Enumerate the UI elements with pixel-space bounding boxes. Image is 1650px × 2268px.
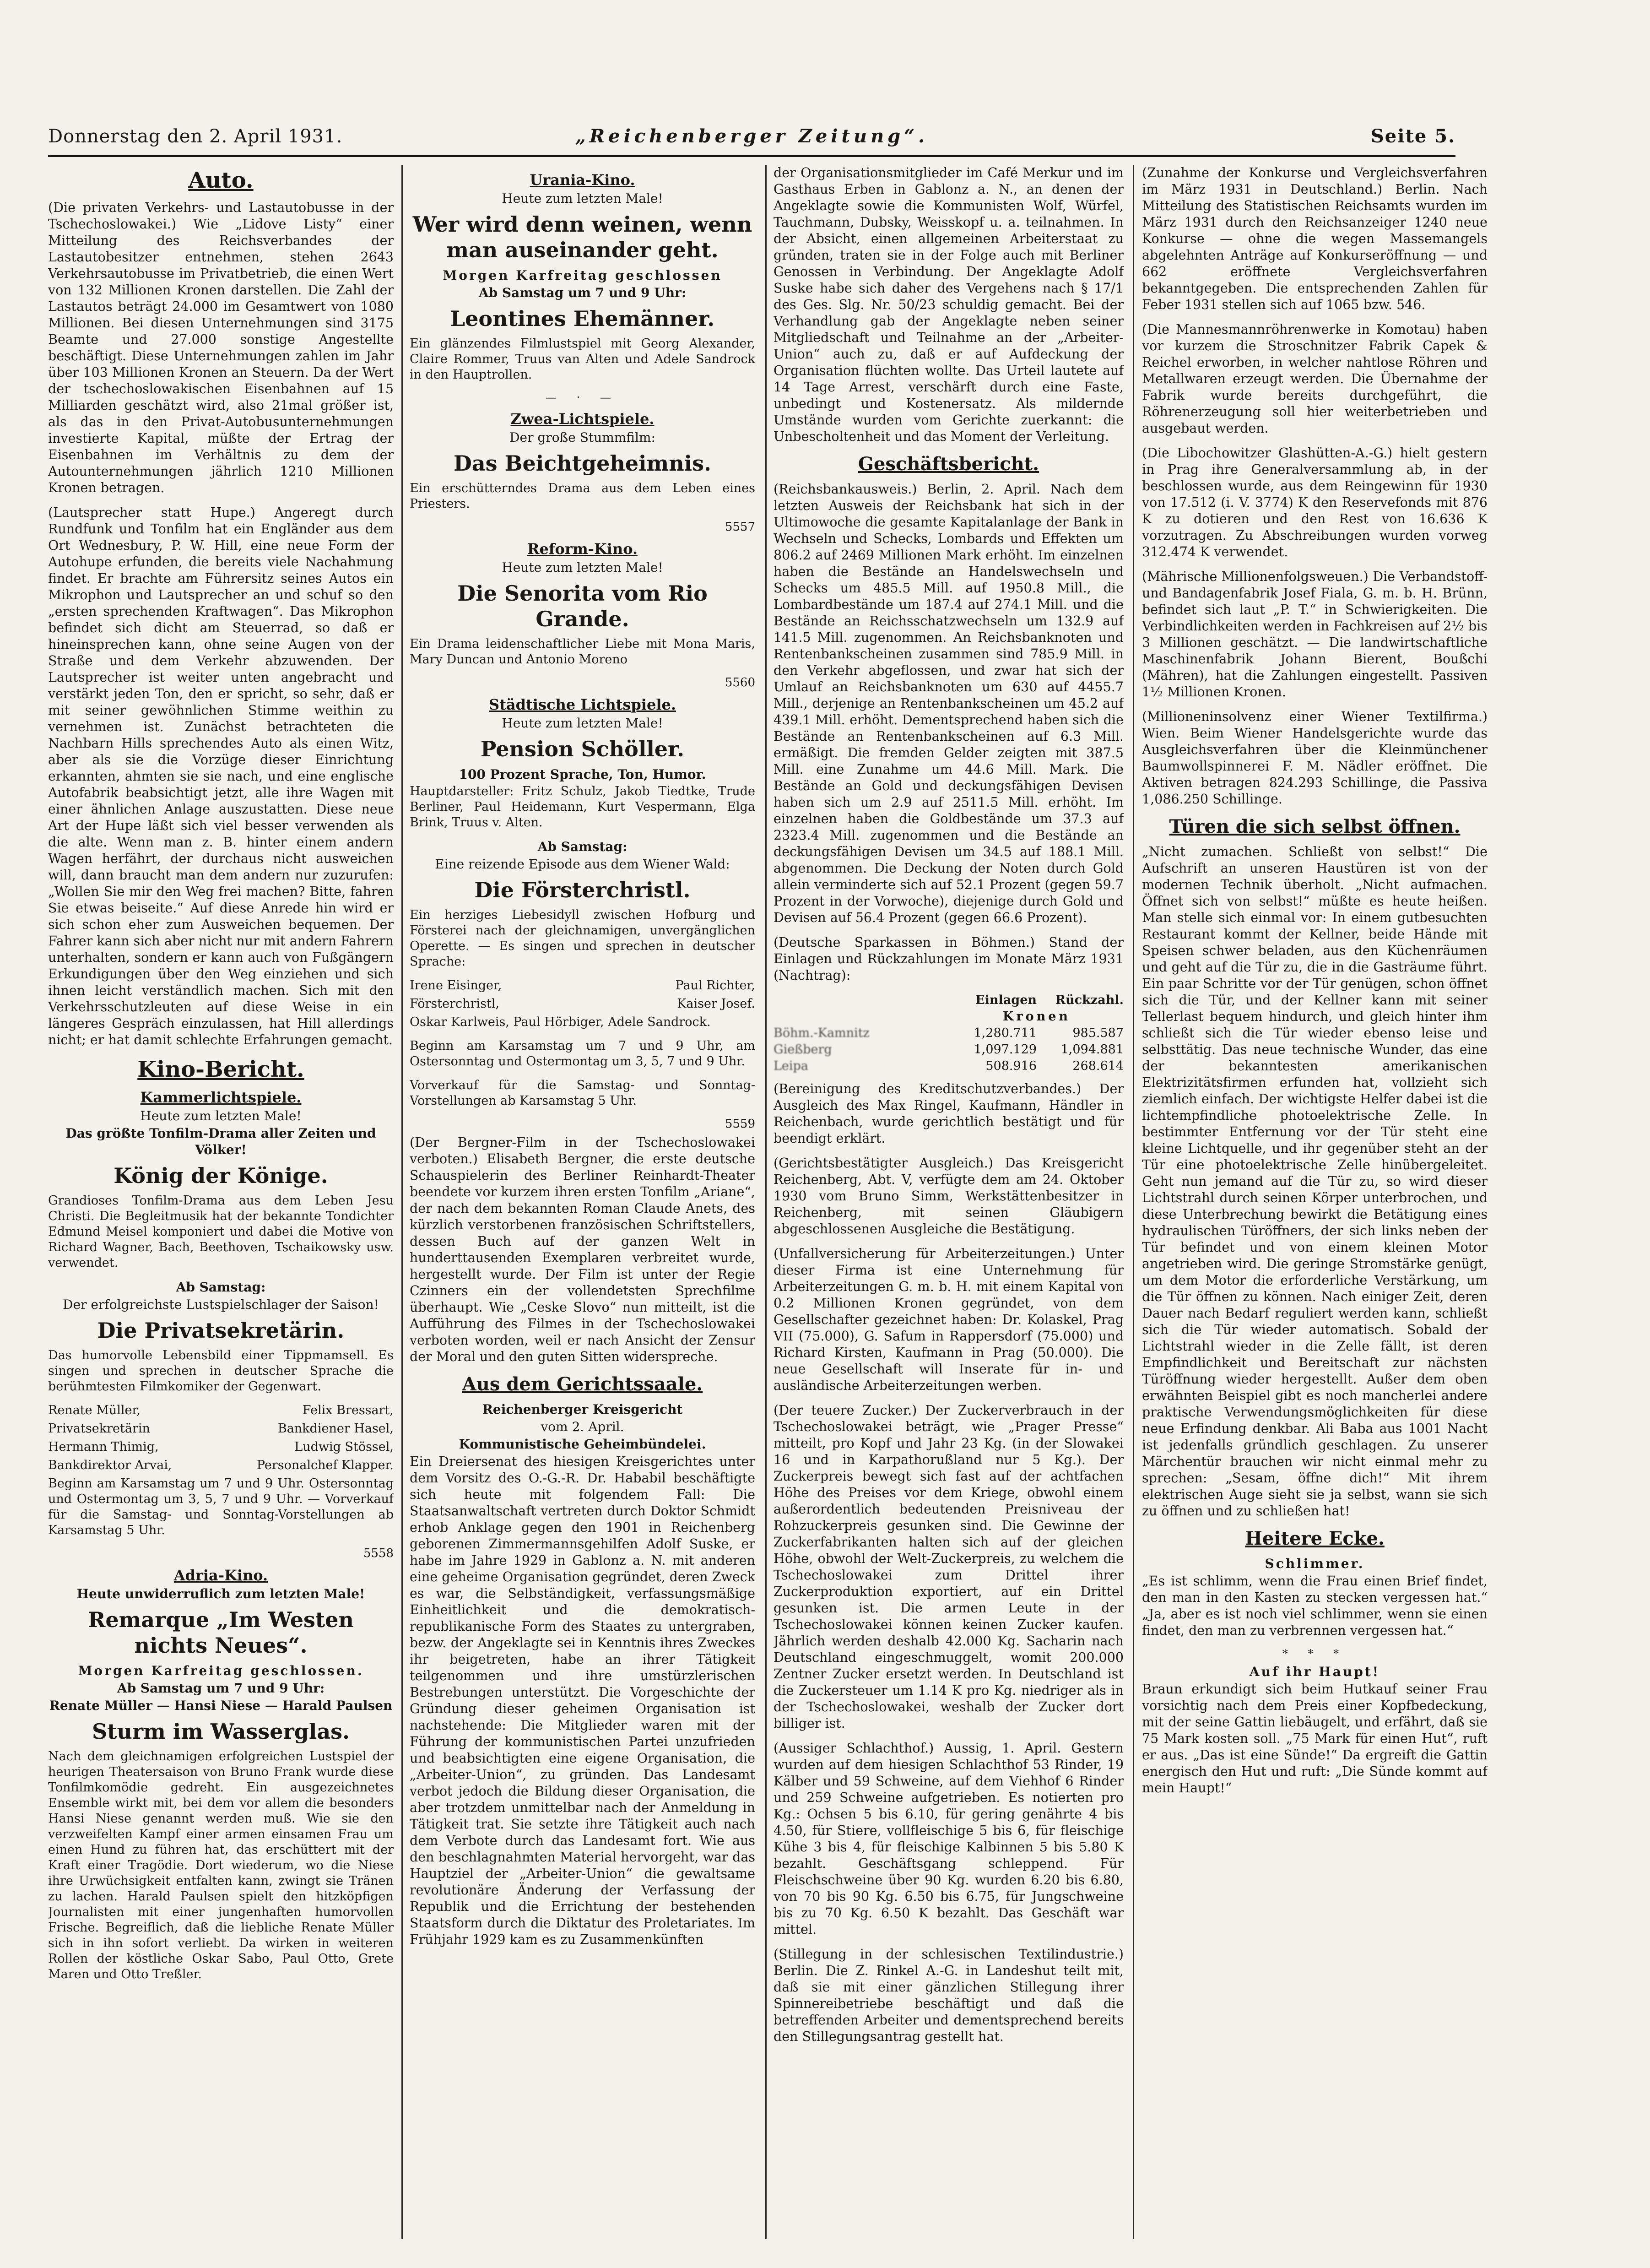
section-heading-tueren: Türen die sich selbst öffnen. (1169, 816, 1461, 837)
notice-line: Heute unwiderruflich zum letzten Male! (76, 1586, 365, 1601)
cast-more: Oskar Karlweis, Paul Hörbiger, Adele Sandrock. (410, 1015, 711, 1029)
article-geheimbuendelei: Ein Dreiersenat des hiesigen Kreisgerichtes unter dem Vorsitz des O.-G.-R. Dr. Hababil beschäftigte sich heute mit folgendem Fall: Die Staatsanwaltschaft vertreten durch Doktor Schmidt erhob Anklage gegen den 1901 in Reichenberg geborenen Zimmermannsgehilfen Adolf Suske, er habe im Jahre 1929 in Gablonz a. N. mit anderen eine geheime Organisation gegründet, deren Zweck es war, die Selbständigkeit, verfassungsmäßige Einheitlichkeit und die demokratisch-republikanische Form des Staates zu untergraben, bezw. der Angeklagte sei in Kenntnis ihres Zweckes ihr beigetreten, habe an ihrer Tätigkeit teilgenommen und ihre umstürzlerischen Bestrebungen unterstützt. Die Vorgeschichte der Gründung dieser geheimen Organisation ist nachstehende: Die Mitglieder waren mit der Führung der kommunistischen Partei unzufrieden und beabsichtigten eine eigene Organisation, die „Arbeiter-Union“, zu gründen. Das Landesamt verbot jedoch die Bildung dieser Organisation, die aber trotzdem unmittelbar nach der Anmeldung in Tätigkeit trat. Sie setzte ihre Tätigkeit auch nach dem Verbote durch das Landesamt fort. Wie aus den beschlagnahmten Material hervorgeht, war das Hauptziel der „Arbeiter-Union“ die gewaltsame revolutionäre Änderung der Verfassung der Republik und die Errichtung der bestehenden Staatsform durch die Diktatur des Proletariates. Im Frühjahr 1929 kam es zu Zusammenkünften (410, 1454, 755, 1947)
article-sparkassen: (Deutsche Sparkassen in Böhmen.) Stand der Einlagen und Rückzahlungen im Monate März 1931 (Nachtrag): (774, 935, 1124, 983)
film-title: Sturm im Wasserglas. (92, 1719, 350, 1744)
notice-line: Ab Samstag: (176, 1280, 266, 1295)
film-title: Wer wird denn weinen, wenn man auseinander geht. (412, 212, 752, 262)
article-textilindustrie: (Stillegung in der schlesischen Textilindustrie.) Berlin. Die Z. Rinkel A.-G. in Landeshut teilt mit, daß sie mit einer gänzlichen Stillegung ihrer Spinnereibetriebe beschäftigt und daß die betreffenden Arbeiter und dementsprechend bereits den Stillegungsantrag gestellt hat. (774, 1947, 1124, 2044)
film-description: Ein erschütterndes Drama aus dem Leben eines Priesters. (410, 481, 755, 511)
table-cell: 1,280.711 (974, 1026, 1037, 1040)
sparkassen-table (774, 992, 1124, 1074)
film-title: Die Senorita vom Rio Grande. (457, 581, 708, 631)
table-row (774, 1042, 1124, 1058)
theater-name: Urania-Kino. (530, 171, 635, 189)
cast-role: Kaiser Josef. (677, 997, 755, 1011)
film-title: Das Beichtgeheimnis. (453, 451, 712, 476)
table-cell: 1,097.129 (974, 1042, 1037, 1057)
cast-row (410, 978, 755, 993)
cast-row (48, 1421, 394, 1437)
article-lautsprecher: (Lautsprecher statt Hupe.) Angeregt durch Rundfunk und Tonfilm hat ein Engländer aus dem Ort Wednesbury, P. W. Hill, eine neue Form der Autohupe erfunden, die bereits viele Nachahmung findet. Er brachte am Führersitz seines Autos ein Mikrophon und Lautsprecher an und schuf so den „ersten sprechenden Kraftwagen“. Das Mikrophon befindet sich dicht am Steuerrad, so daß er hineinsprechen kann, ohne seine Augen von der Straße und dem Verkehr abzuwenden. Der Lautsprecher ist weiter unten angebracht und verstärkt jeden Ton, den er spricht, so sehr, daß er mit seiner gewöhnlichen Stimme weithin zu vernehmen ist. Zunächst betrachteten die Nachbarn Hills sprechendes Auto als einen Witz, aber als sie die Vorzüge dieser Einrichtung erkannten, ahmten sie sie nach, und eine englische Autofabrik beabsichtigt jetzt, alle ihre Wagen mit einer ähnlichen Anlage auszustatten. Diese neue Art der Hupe läßt sich viel besser verwenden als die alte. Wenn man z. B. hinter einem andern Wagen herfährt, der durchaus nicht ausweichen will, dann braucht man dem andern nur zuzurufen: „Wollen Sie mir den Weg frei machen? Bitte, fahren Sie etwas beiseite.“ Auf diese Anrede hin wird er sich schon eher zum Ausweichen bequemen. Der Fahrer kann sich aber nicht nur mit andern Fahrern unterhalten, sondern er kann auch von Fußgängern Erkundigungen über den Weg einziehen und sich ihnen leicht verständlich machen. Sich mit den Verkehrsschutzleuten auf diese Weise in ein längeres Gespräch einzulassen, hat Hill allerdings nicht; er hat damit schlechte Erfahrungen gemacht. (48, 505, 394, 1047)
table-cell: 985.587 (1072, 1026, 1124, 1040)
theater-name: Zwea-Lichtspiele. (510, 410, 655, 428)
cast-name: Paul Richter, (675, 978, 755, 993)
court-name: Reichenberger Kreisgericht (482, 1402, 683, 1417)
separator: * * * (1282, 1647, 1347, 1660)
film-title: Remarque „Im Westen nichts Neues“. (88, 1607, 354, 1658)
notice-line: Heute zum letzten Male! (502, 560, 663, 575)
film-description: Das humorvolle Lebensbild einer Tippmamsell. Es singen und sprechen in deutscher Sprache die berühmtesten Filmkomiker der Gegenwart. (48, 1348, 394, 1394)
table-cell: 508.916 (985, 1059, 1037, 1073)
notice-line: Heute zum letzten Male! (502, 191, 663, 206)
notice-line: Der erfolgreichste Lustspielschlager der Saison! (63, 1297, 379, 1312)
joke-title: Schlimmer. (1265, 1556, 1365, 1571)
table-header (774, 992, 1124, 1009)
table-cell: Einlagen (975, 993, 1037, 1007)
page-number: Seite 5. (1370, 125, 1455, 147)
section-heading-heitere-ecke: Heitere Ecke. (1245, 1528, 1385, 1549)
masthead (48, 123, 1455, 157)
article-continuation: der Organisationsmitglieder im Café Merkur und im Gasthaus Erben in Gablonz a. N., an denen der Angeklagte sowie die Kommunisten Wolf, Würfel, Tauchmann, Dubsky, Weisskopf u. a. teilnahmen. In der Absicht, einen allgemeinen Arbeiterstaat zu gründen, traten sie in der Folge auch mit Berliner Genossen in Verbindung. Der Angeklagte Adolf Suske habe sich daher des Vergehens nach § 17/1 des Ges. Slg. Nr. 50/23 schuldig gemacht. Bei der Verhandlung gab der Angeklagte neben seiner Mitgliedschaft und Teilnahme an der „Arbeiter-Union“ auch zu, daß er auf Aufdeckung der Organisation flüchten wollte. Das Urteil lautete auf 14 Tage Arrest, verschärft durch eine Faste, unbedingt und Kostenersatz. Als mildernde Umstände wurden vom Gerichte zuerkannt: die Unbescholtenheit und das Moment der Verleitung. (774, 165, 1124, 444)
cast-row (48, 1439, 394, 1455)
table-cell: 268.614 (1072, 1059, 1124, 1073)
table-cell: 1,094.881 (1060, 1042, 1124, 1057)
cast-name: Renate Müller, (48, 1403, 141, 1417)
notice-line: Ab Samstag um 7 und 9 Uhr: (478, 285, 687, 300)
film-title: Pension Schöller. (480, 737, 685, 761)
table-cell: Rückzahl. (1055, 993, 1124, 1007)
film-description: Hauptdarsteller: Fritz Schulz, Jakob Tiedtke, Trude Berliner, Paul Heidemann, Kurt Vespermann, Elga Brink, Truus v. Alten. (410, 784, 755, 830)
cast-row (48, 1403, 394, 1418)
cast-role: Privatsekretärin (48, 1422, 150, 1436)
article-bergner: (Der Bergner-Film in der Tschechoslowakei verboten.) Elisabeth Bergner, die erste deutsche Schauspielerin des Berliner Reinhardt-Theater beendete vor kurzem ihren ersten Tonfilm „Ariane“, der nach dem bekannten Roman Claude Anets, des kürzlich verstorbenen französischen Schriftstellers, dessen Buch auf der ganzen Welt in hunderttausenden Exemplaren verbreitet wurde, hergestellt wurde. Der Film ist unter der Regie Czinners ein der vollendetsten Sprechfilme überhaupt. Wie „Ceske Slovo“ nun mitteilt, ist die Aufführung des Filmes in der Tschechoslowakei verboten worden, weil er nach Ansicht der Zensur der Moral und den guten Sitten widerspreche. (410, 1135, 755, 1364)
article-fiala: (Mährische Millionenfolgsweuen.) Die Verbandstoff- und Bandagenfabrik Josef Fiala, G. m. b. H. Brünn, befindet sich laut „P. T.“ in Schwierigkeiten. Die Verbindlichkeiten werden in Fachkreisen auf 2½ bis 3 Millionen geschätzt. — Die landwirtschaftliche Maschinenfabrik Johann Bierent, Boußchi (Mähren), hat die Zahlungen eingestellt. Passiven 1½ Millionen Kronen. (1142, 569, 1488, 700)
ad-number: 5557 (725, 520, 755, 534)
article-ausgleich: (Bereinigung des Kreditschutzverbandes.) Der Ausgleich des Max Ringel, Kaufmann, Händler in Reichenbach, wurde gerichtlich bestätigt und für beendigt erklärt. (774, 1081, 1124, 1146)
table-cell: Böhm.-Kamnitz (774, 1026, 870, 1040)
joke-text: „Es ist schlimm, wenn die Frau einen Brief findet, den man in den Kasten zu stecken vergessen hat.“ „Ja, aber es ist noch viel schlimmer, wenn sie einen findet, den man zu verbrennen vergessen hat.“ (1142, 1573, 1488, 1638)
cast-role: Bankdirektor Arvai, (48, 1458, 172, 1472)
article-kreisgericht: (Gerichtsbestätigter Ausgleich.) Das Kreisgericht Reichenberg, Abt. V, verfügte dem am 24. Oktober 1930 vom Bruno Simm, Werkstättenbesitzer in Reichenberg, mit seinen Gläubigern abgeschlossenen Ausgleiche die Bestätigung. (774, 1156, 1124, 1237)
cast-role: Bankdiener Hasel, (277, 1422, 394, 1436)
column-4 (1142, 165, 1488, 2239)
column-rule (765, 165, 767, 2239)
issue-date: Donnerstag den 2. April 1931. (48, 126, 343, 147)
theater-name: Adria-Kino. (173, 1567, 268, 1584)
theater-name: Städtische Lichtspiele. (489, 696, 676, 713)
court-date: vom 2. April. (541, 1419, 624, 1434)
film-description: Grandioses Tonfilm-Drama aus dem Leben Jesu Christi. Die Begleitmusik hat der bekannte Tondichter Edmund Meisel komponiert und dabei die Motive von Richard Wagner, Bach, Beethoven, Tschaikowsky usw. verwendet. (48, 1194, 394, 1270)
notice-line: Ab Samstag um 7 und 9 Uhr: (117, 1681, 325, 1696)
cast-name: Irene Eisinger, (410, 978, 502, 993)
article-konkurse: (Zunahme der Konkurse und Vergleichsverfahren im März 1931 in Deutschland.) Berlin. Nach Mitteilung des Statistischen Reichsamts wurden im März 1931 durch den Reichsanzeiger 1240 neue Konkurse — ohne die wegen Massemangels abgelehnten Anträge auf Konkurseröffnung — und 662 eröffnete Vergleichsverfahren bekanntgegeben. Die entsprechenden Zahlen für Feber 1931 stellen sich auf 1065 bzw. 546. (1142, 165, 1488, 312)
section-heading-geschaeftsbericht: Geschäftsbericht. (858, 453, 1039, 475)
cast-row (48, 1458, 394, 1473)
cast-role: Försterchristl, (410, 997, 499, 1011)
notice-line: Der große Stummfilm: (509, 430, 655, 445)
table-cell: Gießberg (774, 1042, 832, 1057)
film-title: König der Könige. (114, 1163, 328, 1188)
table-row (774, 1025, 1124, 1042)
notice-line: 100 Prozent Sprache, Ton, Humor. (459, 767, 706, 782)
newspaper-title: „Reichenberger Zeitung“. (575, 125, 929, 147)
film-description: Ein herziges Liebesidyll zwischen Hofburg und Försterei nach der gleichnamigen, unvergänglichen Operette. — Es singen und sprechen in deutscher Sprache: (410, 908, 755, 969)
film-description: Ein glänzendes Filmlustspiel mit Georg Alexander, Claire Rommer, Truus van Alten und Adele Sandrock in den Hauptrollen. (410, 336, 755, 382)
case-topic: Kommunistische Geheimbündelei. (459, 1437, 706, 1452)
theater-name: Kammerlichtspiele. (140, 1089, 302, 1106)
cast-role: Personalchef Klapper. (256, 1458, 394, 1472)
section-heading-auto: Auto. (188, 168, 254, 193)
cast-name: Felix Bressart, (302, 1403, 394, 1417)
table-unit-row (774, 1009, 1124, 1025)
column-rule (401, 165, 403, 2239)
section-heading-gericht: Aus dem Gerichtssaale. (462, 1373, 703, 1395)
table-row (774, 1058, 1124, 1074)
film-title: Die Försterchristl. (474, 878, 691, 902)
film-title: Die Privatsekretärin. (97, 1318, 345, 1343)
table-cell (774, 992, 950, 1009)
article-wiener-textil: (Millioneninsolvenz einer Wiener Textilfirma.) Wien. Beim Wiener Handelsgerichte wurde das Ausgleichsverfahren über die Kleinmünchener Baumwollspinnerei F. M. Nädler eröffnet. Die Aktiven betragen 824.293 Schillinge, die Passiva 1,086.250 Schillinge. (1142, 709, 1488, 807)
ad-number: 5559 (725, 1117, 755, 1131)
cast-name: Hermann Thimig, (48, 1440, 159, 1454)
showtimes: Beginn am Karsamstag um 7 und 9 Uhr. Ostersonntag und Ostermontag um 3, 5, 7 und 9 Uhr. — Vorverkauf für die Samstag- und Sonntag-Vorstellungen ab Karsamstag 5 Uhr. (48, 1476, 394, 1537)
column-1 (48, 165, 394, 2239)
notice-line: Morgen Karfreitag geschlossen. (78, 1663, 364, 1678)
film-description: Ein Drama leidenschaftlicher Liebe mit Mona Maris, Mary Duncan und Antonio Moreno (410, 637, 755, 667)
section-heading-kino: Kino-Bericht. (137, 1057, 304, 1082)
article-arbeiterzeitungen: (Unfallversicherung für Arbeiterzeitungen.) Unter dieser Firma ist eine Unternehmung für Arbeiterzeitungen G. m. b. H. mit einem Kapital von 0.2 Millionen Kronen gegründet, von dem Gesellschafter gezeichnet haben: Dr. Kolaskel, Prag VII (75.000), G. Safum in Rappersdorf (75.000) und Richard Kirsten, Kaufmann in Prag (50.000). Die neue Gesellschaft will Inserate für in- und ausländische Arbeiterzeitungen werben. (774, 1246, 1124, 1393)
theater-name: Reform-Kino. (527, 540, 638, 558)
notice-line: Heute zum letzten Male! (140, 1108, 302, 1123)
article-autobusse: (Die privaten Verkehrs- und Lastautobusse in der Tschechoslowakei.) Wie „Lidove Listy“ einer Mitteilung des Reichsverbandes der Lastautobesitzer entnehmen, stehen 2643 Verkehrsautobusse im Privatbetrieb, die einen Wert von 132 Millionen Kronen darstellen. Die Zahl der Lastautos beträgt 24.000 im Gesamtwert von 1080 Millionen. Bei diesen Unternehmungen sind 3175 Beamte und 27.000 sonstige Angestellte beschäftigt. Diese Unternehmungen zahlen im Jahr über 103 Millionen Kronen an Steuern. Da der Wert der tschechoslowakischen Eisenbahnen auf 15 Milliarden geschätzt wird, also 21mal größer ist, als das in den Privat-Autobusunternehmungen investierte Kapital, müßte der Ertrag der Eisenbahnen im Verhältnis zu dem der Autounternehmungen jährlich 1210 Millionen Kronen betragen. (48, 200, 394, 495)
ad-number: 5560 (725, 676, 755, 689)
article-glashuetten: (Die Libochowitzer Glashütten-A.-G.) hielt gestern in Prag ihre Generalversammlung ab, in der beschlossen wurde, aus dem Reingewinn für 1930 von 17.512 (i. V. 3774) K den Reservefonds mit 876 K zu dotieren und den Rest von 16.636 K vorzutragen. Zu Abschreibungen wurden vorweg 312.474 K verwendet. (1142, 445, 1488, 559)
divider: — · — (546, 391, 619, 404)
ad-number: 5558 (363, 1546, 394, 1560)
table-cell: Leipa (774, 1059, 808, 1073)
article-zucker: (Der teuere Zucker.) Der Zuckerverbrauch in der Tschechoslowakei beträgt, wie „Prager Presse“ mitteilt, pro Kopf und Jahr 23 Kg. (in der Slowakei 16 und in Karpathorußland nur 5 Kg.). Der Zuckerpreis bewegt sich fast auf der achtfachen Höhe des Preises vor dem Kriege, obwohl einem außerordentlich bedeutenden Preisniveau der Rohzuckerpreis gesunken sind. Die Gewinne der Zuckerfabrikanten halten sich auf der gleichen Höhe, obwohl der Welt-Zuckerpreis, zu welchem die Tschechoslowakei zum Drittel ihrer Zuckerproduktion exportiert, auf ein Drittel gesunken ist. Die armen Leute in der Tschechoslowakei können keinen Zucker kaufen. Jährlich werden deshalb 42.000 Kg. Sacharin nach Deutschland eingeschmuggelt, womit 200.000 Zentner Zucker ersetzt werden. In Deutschland ist die Zuckersteuer um 1.14 K pro Kg. niedriger als in der Tschechoslowakei, weshalb der Zucker dort billiger ist. (774, 1403, 1124, 1731)
joke-title: Auf ihr Haupt! (1249, 1664, 1380, 1679)
cast-row (410, 996, 755, 1012)
table-unit: Kronen (1002, 1009, 1071, 1024)
notice-line: Das größte Tonfilm-Drama aller Zeiten und Völker! (65, 1126, 376, 1157)
column-3 (774, 165, 1124, 2239)
article-tueren: „Nicht zumachen. Schließt von selbst!“ Die Aufschrift an unseren Haustüren ist von der modernen Technik überholt. „Nicht aufmachen. Öffnet sich von selbst!“ müßte es heute heißen. Man stelle sich einmal vor: In einem gutbesuchten Restaurant kommt der Kellner, beide Hände mit Speisen schwer beladen, aus den Küchenräumen und geht auf die Tür zu, die in die Gasträume führt. Ein paar Schritte vor der Tür genügen, schon öffnet sich die Tür, und der Kellner kann mit seiner Tellerlast bequem hindurch, und gleich hinter ihm schließt sich die Tür wieder ebenso leise und selbsttätig. Das neue technische Wunder, das eine der bekanntesten amerikanischen Elektrizitätsfirmen erfunden hat, vollzieht sich ziemlich einfach. Der wichtigste Helfer dabei ist die lichtempfindliche photoelektrische Zelle. In bestimmter Entfernung vor der Tür steht eine kleine Lichtquelle, und ihr gegenüber steht an der Tür eine photoelektrische Zelle hinübergeleitet. Geht nun jemand auf die Tür zu, so wird dieser Lichtstrahl durch seinen Körper unterbrochen, und diese Unterbrechung bewirkt die Betätigung eines hydraulischen Türöffners, der sich links neben der Tür befindet und von einem kleinen Motor angetrieben wird. Die geringe Stromstärke genügt, um dem Motor die erforderliche Verstärkung, um die Tür öffnen zu können. Nach einiger Zeit, deren Dauer nach Bedarf reguliert werden kann, schließt sich die Tür wieder automatisch. Sobald der Lichtstrahl wieder in die Zelle fällt, ist deren Empfindlichkeit und Bereitschaft zur nächsten Türöffnung wieder hergestellt. Außer dem oben erwähnten Beispiel gibt es noch mancherlei andere praktische Verwendungsmöglichkeiten für diese neue Erfindung denkbar. Ali Baba aus 1001 Nacht ist jedenfalls gründlich geschlagen. Zu unserer Märchentür brauchen wir nicht einmal mehr zu sprechen: „Sesam, öffne dich!“ Mit ihrem elektrischen Auge sieht sie ja selbst, wann sie sich zu öffnen und zu schließen hat! (1142, 844, 1488, 1519)
article-schlachthof: (Aussiger Schlachthof.) Aussig, 1. April. Gestern wurden auf dem hiesigen Schlachthof 53 Rinder, 19 Kälber und 59 Schweine, auf dem Viehhof 6 Rinder und 259 Schweine aufgetrieben. Es notierten pro Kg.: Ochsen 5 bis 6.10, für gering genährte 4 bis 4.50, für Stiere, vollfleischige 5 bis 6, für fleischige Kühe 3 bis 4, für fleischige Kalbinnen 5 bis 5.80 K bezahlt. Geschäftsgang schleppend. Für Fleischschweine über 90 Kg. wurden 6.20 bis 6.80, von 70 bis 90 Kg. 6.50 bis 6.75, für Jungschweine bis zu 70 Kg. 6.50 K bezahlt. Das Geschäft war mittel. (774, 1741, 1124, 1937)
showtimes: Beginn am Karsamstag um 7 und 9 Uhr, am Ostersonntag und Ostermontag um 3, 5, 7 und 9 Uhr. (410, 1039, 755, 1069)
notice-line: Eine reizende Episode aus dem Wiener Wald: (435, 857, 730, 872)
notice-line: Ab Samstag: (537, 839, 628, 854)
column-rule (1133, 165, 1134, 2239)
film-description: Nach dem gleichnamigen erfolgreichen Lustspiel der heurigen Theatersaison von Bruno Frank wurde diese Tonfilmkomödie gedreht. Ein ausgezeichnetes Ensemble wirkt mit, bei dem vor allem die besonders Hansi Niese genannt werden muß. Wie sie den verzweifelten Kampf einer armen einsamen Frau um einen Hund zu führen hat, das erschüttert mit der Kraft einer Tragödie. Dort wiederum, wo die Niese ihre Urwüchsigkeit entfalten kann, zwingt sie Tränen zu lachen. Harald Paulsen spielt den hitzköpfigen Journalisten mit einer jungenhaften humorvollen Frische. Begreiflich, daß die liebliche Renate Müller sich in ihn sofort verliebt. Da wirken in weiteren Rollen der köstliche Oskar Sabo, Paul Otto, Grete Maren und Otto Treßler. (48, 1749, 394, 1981)
notice-line: Heute zum letzten Male! (502, 716, 663, 731)
column-2 (410, 165, 755, 2239)
notice-line: Morgen Karfreitag geschlossen (443, 268, 722, 283)
presale: Vorverkauf für die Samstag- und Sonntag-Vorstellungen ab Karsamstag 5 Uhr. (410, 1078, 755, 1108)
film-title: Leontines Ehemänner. (450, 306, 715, 331)
joke-text: Braun erkundigt sich beim Hutkauf seiner Frau vorsichtig nach dem Preis einer Kopfbedeckung, mit der seine Gattin liebäugelt, und erfährt, daß sie 75 Mark kosten soll. „75 Mark für einen Hut“, ruft er aus. „Das ist eine Sünde!“ Da ergreift die Gattin energisch den Hut und ruft: „Die Sünde kommt auf mein Haupt!“ (1142, 1682, 1488, 1796)
article-mannesmann: (Die Mannesmannröhrenwerke in Komotau) haben vor kurzem die Stroschnitzer Fabrik Capek & Reichel erworben, in welcher nahtlose Röhren und Metallwaren erzeugt werden. Die Übernahme der Fabrik wurde bereits durchgeführt, die Röhrenerzeugung soll hier weiterbetrieben und ausgebaut werden. (1142, 322, 1488, 436)
cast-name: Ludwig Stössel, (294, 1440, 394, 1454)
notice-line: Renate Müller — Hansi Niese — Harald Paulsen (49, 1698, 393, 1713)
article-reichsbank: (Reichsbankausweis.) Berlin, 2. April. Nach dem letzten Ausweis der Reichsbank hat sich in der Ultimowoche die gesamte Kapitalanlage der Bank in Wechseln und Schecks, Lombards und Effekten um 806.2 auf 2469 Millionen Mark erhöht. Im einzelnen haben die Bestände an Handelswechseln und Schecks um 485.5 Mill. auf 1950.8 Mill., die Lombardbestände um 187.4 auf 274.1 Mill. und die Bestände an Reichsschatzwechseln um 132.9 auf 141.5 Mill. zugenommen. An Reichsbanknoten und Rentenbankscheinen zusammen sind 785.9 Mill. in den Verkehr abgeflossen, und zwar hat sich der Umlauf an Reichsbanknoten um 630 auf 4455.7 Mill., derjenige an Rentenbankscheinen um 45.2 auf 439.1 Mill. erhöht. Dementsprechend haben sich die Bestände an Rentenbankscheinen auf 6.3 Mill. ermäßigt. Die fremden Gelder zeigten mit 387.5 Mill. eine Zunahme um 44.6 Mill. Mark. Die Bestände an Gold und deckungsfähigen Devisen haben sich um 2.9 auf 2511.5 Mill. erhöht. Im einzelnen haben die Goldbestände um 37.3 auf 2323.4 Mill. zugenommen und die Bestände an deckungsfähigen Devisen um 34.5 auf 188.1 Mill. abgenommen. Die Deckung der Noten durch Gold allein verminderte sich auf 52.1 Prozent (gegen 59.7 Prozent in der Vorwoche), diejenige durch Gold und Devisen auf 56.4 Prozent (gegen 66.6 Prozent). (774, 482, 1124, 925)
